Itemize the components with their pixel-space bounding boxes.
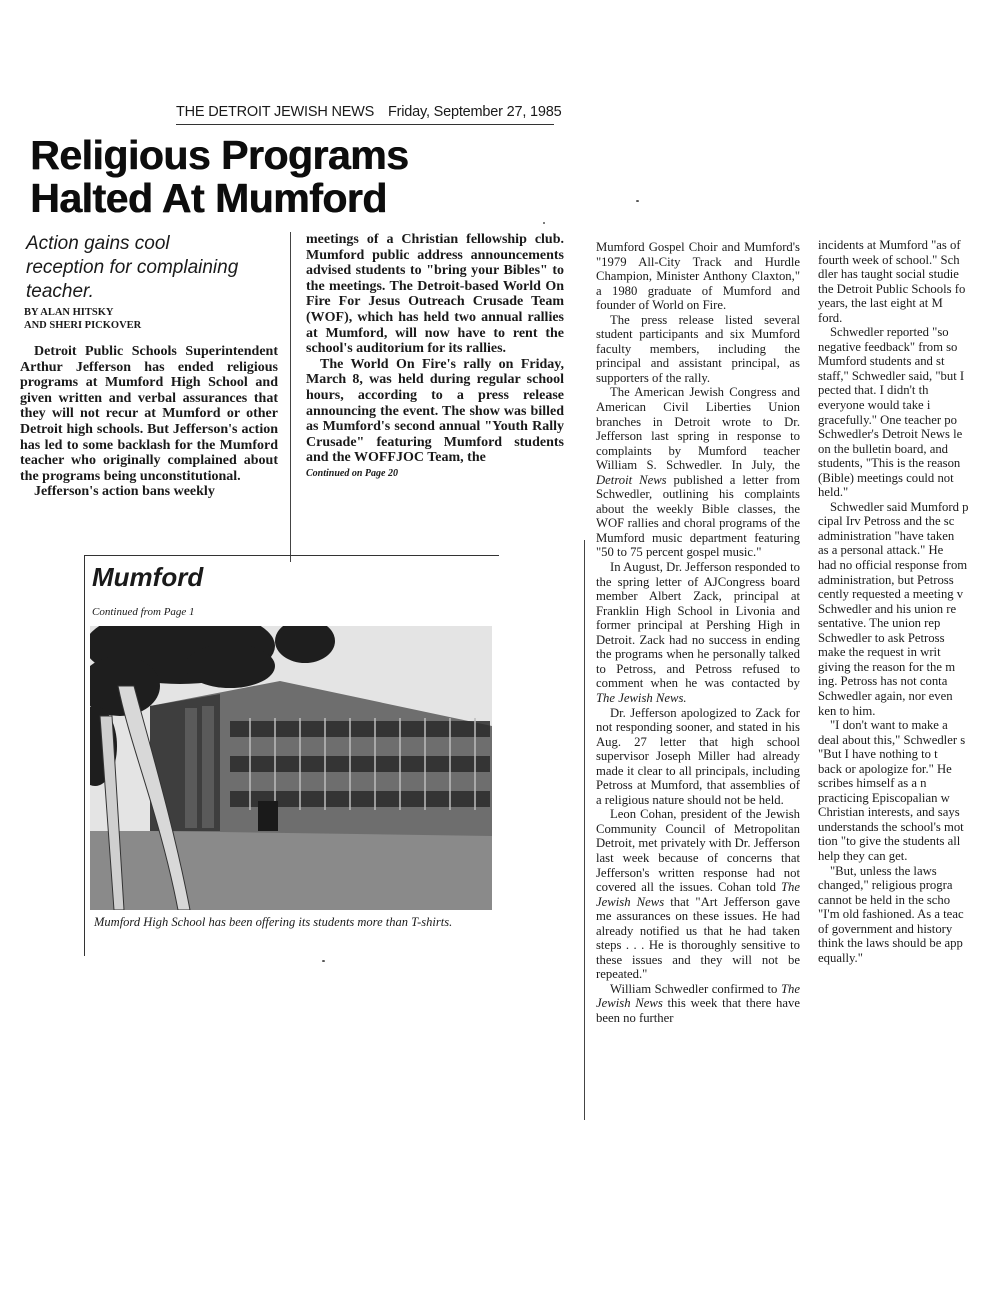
column-3-paragraph-1: Mumford Gospel Choir and Mumford's "1979 All-City Track and Hurdle Champion, Minister Anthony Claxton," a 1980 graduate of Mumford and founder of World on Fire. <box>596 240 800 313</box>
column-3-paragraph-3: The American Jewish Congress and American Civil Liberties Union branches in Detroit wrote to Dr. Jefferson last spring in response to complaints by Mumford teacher William S. Schwedler. In July, the Detroit News published a letter from Schwedler, outlining his complaints about the weekly Bible classes, the WOF rallies and choral programs of the Mumford music department featuring "50 to 75 percent gospel music." <box>596 385 800 560</box>
column-4-line: the Detroit Public Schools fo <box>818 281 966 296</box>
column-4-line: help they can get. <box>818 848 908 863</box>
column-4-line: tion "to give the students all <box>818 834 961 849</box>
column-4-line: staff," Schwedler said, "but I <box>818 368 965 383</box>
column-4-line: cipal Irv Petross and the sc <box>818 514 955 529</box>
column-1-paragraph-1: Detroit Public Schools Superintendent Arthur Jefferson has ended religious programs at Mumford High School and given written and verbal assurances that they will not recur at Mumford or other Detroit high schools. But Jefferson's action has led to some backlash for the Mumford teacher who originally complained about the programs being unconstitutional. <box>20 344 278 484</box>
article-column-3 <box>596 240 800 1026</box>
column-4-line: years, the last eight at M <box>818 296 943 311</box>
column-4-line: scribes himself as a n <box>818 776 927 791</box>
column-4-line: pected that. I didn't th <box>818 383 929 398</box>
column-2-paragraph-2: The World On Fire's rally on Friday, March 8, was held during regular school hours, according to a press release announcing the event. The show was billed as Mumford's second annual "Youth Rally Crusade" featuring Mumford students and the WOFFJOC Team, the <box>306 356 564 466</box>
masthead-paper-name: THE DETROIT JEWISH NEWS <box>176 104 375 120</box>
jump-headline: Mumford <box>92 562 204 592</box>
scan-speck <box>543 222 545 224</box>
subhead-line-1: Action gains cool <box>26 233 170 254</box>
subhead <box>26 232 278 304</box>
article-column-2 <box>306 232 564 482</box>
photo-caption: Mumford High School has been offering its students more than T-shirts. <box>94 915 453 929</box>
column-4-line: everyone would take i <box>818 398 931 413</box>
column-4-line: "But, unless the laws <box>830 863 937 878</box>
column-4-line: Schwedler said Mumford p <box>830 499 969 514</box>
column-4-line: incidents at Mumford "as of <box>818 238 961 252</box>
byline-author-1: BY ALAN HITSKY <box>24 307 114 318</box>
column-3-paragraph-4: In August, Dr. Jefferson responded to the spring letter of AJCongress board member Albert Zack, principal at Franklin High School in Livonia and former principal at Pershing High in Detroit. Zack had no success in ending the programs when he personally talked to Petross, and Petross refused to comment when he was contacted by The Jewish News. <box>596 560 800 705</box>
byline <box>24 306 274 332</box>
column-4-line: administration "have taken <box>818 528 955 543</box>
column-4-line: administration, but Petross <box>818 572 954 587</box>
column-4-line: back or apologize for." He <box>818 761 952 776</box>
article-column-4 <box>818 238 1000 965</box>
column-4-line: make the request in writ <box>818 645 941 660</box>
headline-line-1: Religious Programs <box>30 132 409 178</box>
column-4-line: of government and history <box>818 921 953 936</box>
column-3-paragraph-2: The press release listed several student participants and six Mumford faculty members, including the principal and assistant principal, as supporters of the rally. <box>596 312 800 385</box>
column-4-line: practicing Episcopalian w <box>818 790 950 805</box>
mumford-high-school-photo <box>90 626 492 910</box>
column-4-line: negative feedback" from so <box>818 339 958 354</box>
column-4-line: understands the school's mot <box>818 819 964 834</box>
continued-from-note: Continued from Page 1 <box>92 606 195 618</box>
byline-author-2: AND SHERI PICKOVER <box>24 320 142 331</box>
column-4-line: cannot be held in the scho <box>818 892 951 907</box>
column-4-line: giving the reason for the m <box>818 659 956 674</box>
column-4-line: Schwedler and his union re <box>818 601 957 616</box>
subhead-line-2: reception for complaining <box>26 257 239 278</box>
column-4-line: ken to him. <box>818 703 876 718</box>
photo-entrance <box>258 801 278 831</box>
column-4-line: held." <box>818 485 849 500</box>
column-3-paragraph-5: Dr. Jefferson apologized to Zack for not responding sooner, and stated in his Aug. 27 letter that high school supervisor Joseph Miller had already made it clear to all principals, including Petross at Mumford, that assemblies of a religious nature should not be held. <box>596 705 800 807</box>
headline <box>30 134 550 220</box>
column-4-line: had no official response from <box>818 558 968 573</box>
column-4-line: equally." <box>818 950 863 965</box>
column-4-line: Schwedler again, nor even <box>818 688 953 703</box>
photo-lawn <box>90 831 492 910</box>
column-4-line: "I'm old fashioned. As a teac <box>818 907 964 922</box>
column-4-line: think the laws should be app <box>818 936 963 951</box>
scan-speck <box>322 960 325 962</box>
column-4-line: dler has taught social studie <box>818 267 959 282</box>
column-divider-2 <box>584 540 585 1120</box>
continued-on-note: Continued on Page 20 <box>306 467 398 479</box>
column-4-line: as a personal attack." He <box>818 543 944 558</box>
column-divider-1 <box>290 232 291 562</box>
column-4-line: "But I have nothing to t <box>818 747 938 762</box>
masthead-rule <box>176 124 554 125</box>
subhead-line-3: teacher. <box>26 281 94 302</box>
column-4-line: sentative. The union rep <box>818 616 941 631</box>
column-4-line: deal about this," Schwedler s <box>818 732 966 747</box>
column-3-paragraph-7: William Schwedler confirmed to The Jewish News this week that there have been no further <box>596 981 800 1025</box>
headline-line-2: Halted At Mumford <box>30 175 387 221</box>
column-4-line: Christian interests, and says <box>818 805 960 820</box>
column-4-line: on the bulletin board, and <box>818 441 949 456</box>
column-4-line: gracefully." One teacher po <box>818 412 957 427</box>
column-4-line: students, "This is the reason <box>818 456 961 471</box>
column-3-paragraph-6: Leon Cohan, president of the Jewish Community Council of Metropolitan Detroit, met privately with Dr. Jefferson last week because of concerns that Jefferson's written response had not covered all the issues. Cohan told The Jewish News that "Art Jefferson gave me assurances on these issues. He had already notified us that he had taken steps . . . He is thoroughly sensitive to these issues and they will not be repeated." <box>596 807 800 982</box>
column-4-line: Mumford students and st <box>818 354 945 369</box>
article-column-1 <box>20 344 278 500</box>
scan-speck <box>636 200 639 202</box>
column-1-paragraph-2: Jefferson's action bans weekly <box>34 484 215 500</box>
column-4-lines <box>818 238 1000 965</box>
column-4-line: changed," religious progra <box>818 878 953 893</box>
column-4-line: Schwedler's Detroit News le <box>818 427 963 442</box>
masthead <box>176 104 562 120</box>
column-4-line: ford. <box>818 310 843 325</box>
masthead-date: Friday, September 27, 1985 <box>387 104 562 120</box>
column-4-line: cently requested a meeting v <box>818 587 964 602</box>
column-4-line: (Bible) meetings could not <box>818 470 954 485</box>
column-4-line: ing. Petross has not conta <box>818 674 948 689</box>
column-2-paragraph-1: meetings of a Christian fellowship club. Mumford public address announcements advised students to "bring your Bibles" to the meetings. The Detroit-based World On Fire For Jesus Outreach Crusade Team (WOF), which has held two annual rallies at Mumford, will now have to rent the school's auditorium for its rallies. <box>306 232 564 357</box>
column-4-line: Schwedler reported "so <box>830 325 949 340</box>
column-4-line: Schwedler to ask Petross <box>818 630 945 645</box>
column-4-line: fourth week of school." Sch <box>818 252 960 267</box>
photo-windows <box>230 721 490 807</box>
column-4-line: "I don't want to make a <box>830 718 948 733</box>
